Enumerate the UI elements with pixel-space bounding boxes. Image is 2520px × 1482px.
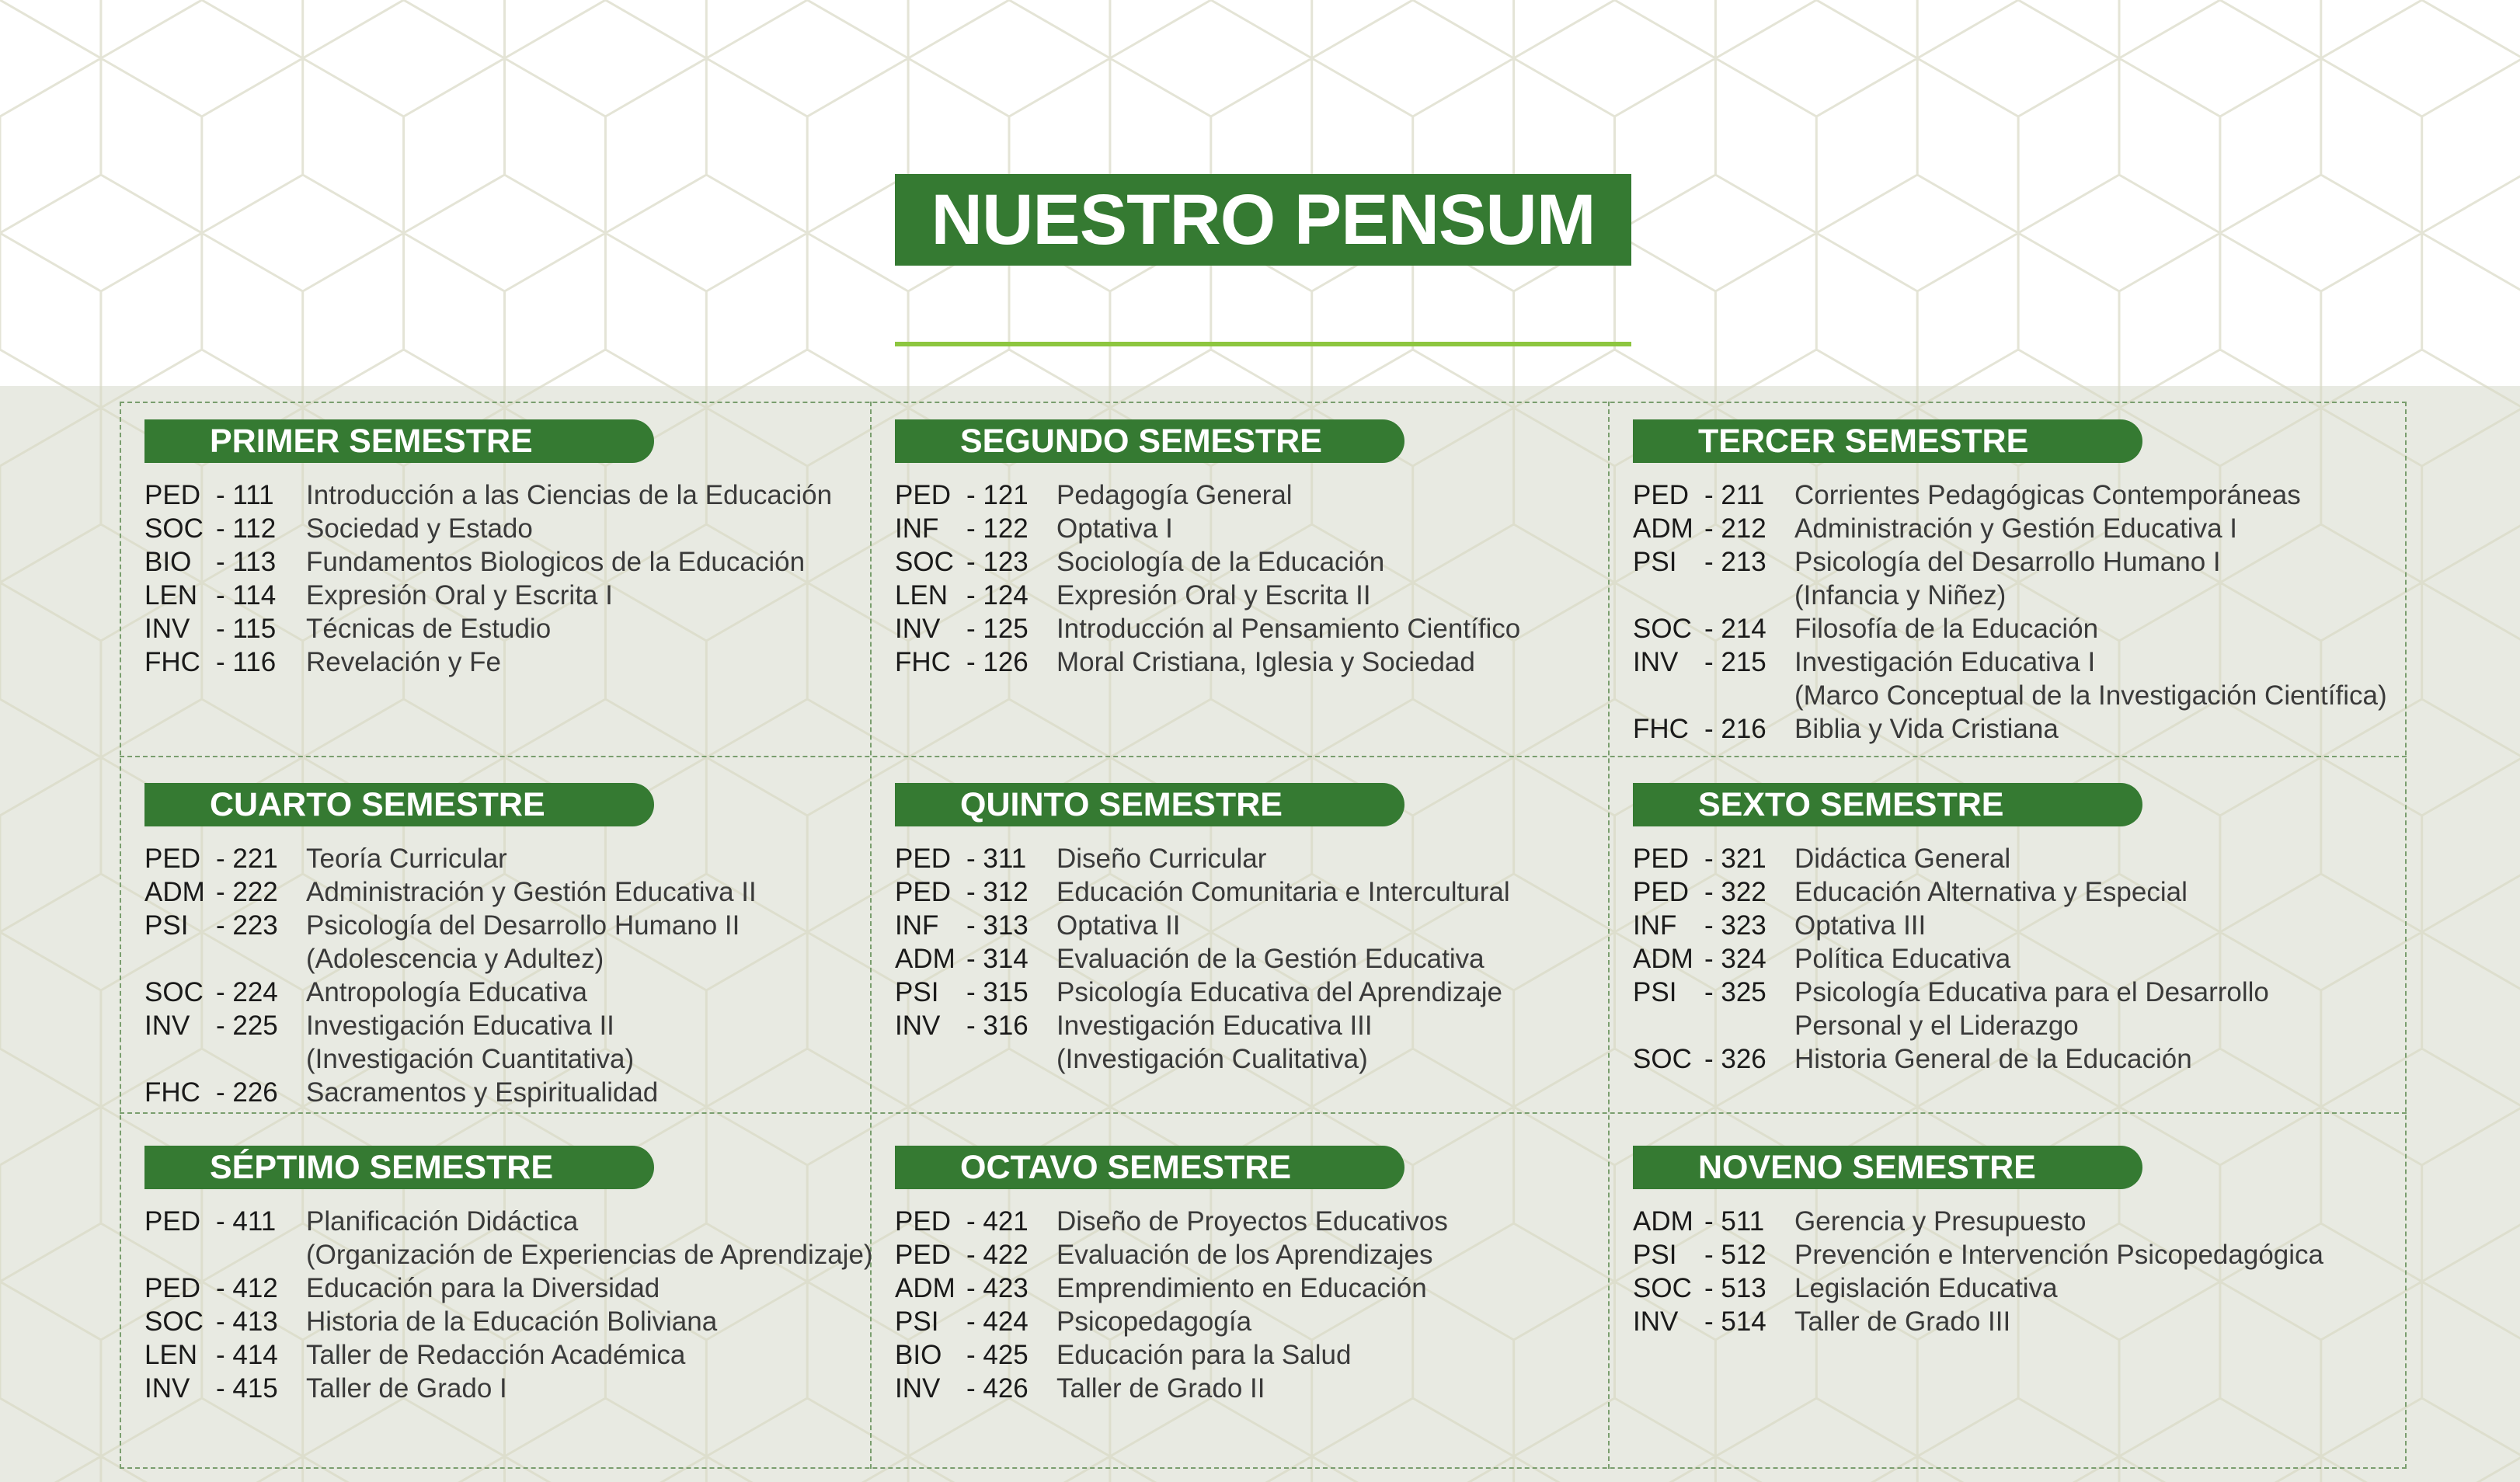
- course-name: Investigación Educativa III: [1056, 1011, 1373, 1041]
- course-row: [895, 1009, 1510, 1042]
- course-code: - 211: [1704, 480, 1765, 510]
- course-row: [1633, 478, 2387, 512]
- course-name-continuation: [895, 1042, 1510, 1076]
- course-department: ADM: [895, 944, 955, 974]
- course-row: [895, 512, 1520, 545]
- course-list: [895, 842, 1510, 1076]
- course-list: [895, 478, 1520, 679]
- course-department: LEN: [144, 580, 198, 611]
- course-row: [1633, 545, 2387, 579]
- course-name: Prevención e Intervención Psicopedagógica: [1794, 1240, 2323, 1270]
- course-name: Teoría Curricular: [306, 844, 507, 874]
- course-name: Educación para la Salud: [1056, 1340, 1352, 1370]
- course-code: - 114: [216, 580, 277, 611]
- course-name-continuation: [1633, 679, 2387, 712]
- course-code: - 415: [216, 1373, 278, 1404]
- course-department: SOC: [1633, 1044, 1692, 1074]
- course-code: - 513: [1704, 1273, 1766, 1303]
- semester-card: [1633, 783, 2269, 1076]
- course-code: - 222: [216, 877, 278, 907]
- course-name: Evaluación de los Aprendizajes: [1056, 1240, 1433, 1270]
- course-name: Diseño Curricular: [1056, 844, 1267, 874]
- course-department: ADM: [144, 877, 205, 907]
- course-name: Fundamentos Biologicos de la Educación: [306, 547, 806, 577]
- course-row: [895, 1305, 1448, 1338]
- course-code: - 213: [1704, 547, 1766, 577]
- course-row: [144, 1305, 873, 1338]
- course-row: [895, 478, 1520, 512]
- course-name: Administración y Gestión Educativa II: [306, 877, 757, 907]
- course-row: [895, 645, 1520, 679]
- course-department: INV: [144, 1011, 190, 1041]
- course-name: (Investigación Cuantitativa): [306, 1044, 635, 1074]
- course-row: [144, 645, 832, 679]
- semester-title: QUINTO SEMESTRE: [895, 783, 1404, 826]
- course-row: [895, 1205, 1448, 1238]
- course-department: PSI: [1633, 1240, 1677, 1270]
- course-code: - 123: [966, 547, 1029, 577]
- course-department: PSI: [895, 1306, 939, 1337]
- semester-card: [1633, 1146, 2323, 1338]
- course-row: [144, 512, 832, 545]
- course-row: [895, 1272, 1448, 1305]
- grid-divider-horizontal: [120, 756, 2407, 757]
- course-row: [1633, 842, 2269, 875]
- course-name: (Marco Conceptual de la Investigación Científica): [1794, 680, 2387, 711]
- course-name: (Investigación Cualitativa): [1056, 1044, 1368, 1074]
- course-name-continuation: [144, 1042, 757, 1076]
- course-department: BIO: [895, 1340, 942, 1370]
- course-row: [1633, 909, 2269, 942]
- course-department: FHC: [895, 647, 951, 677]
- course-department: INV: [144, 1373, 190, 1404]
- course-department: ADM: [1633, 513, 1693, 544]
- semester-card: [895, 783, 1510, 1076]
- course-code: - 224: [216, 977, 278, 1007]
- page-title: NUESTRO PENSUM: [895, 174, 1631, 266]
- semester-title: SÉPTIMO SEMESTRE: [144, 1146, 654, 1189]
- course-code: - 313: [966, 910, 1029, 941]
- course-department: INV: [895, 1373, 941, 1404]
- course-code: - 514: [1704, 1306, 1766, 1337]
- course-name: Administración y Gestión Educativa I: [1794, 513, 2237, 544]
- course-department: SOC: [144, 977, 204, 1007]
- course-list: [895, 1205, 1448, 1405]
- semester-title: PRIMER SEMESTRE: [144, 419, 654, 463]
- semester-card: [144, 783, 757, 1109]
- course-department: PSI: [895, 977, 939, 1007]
- course-code: - 413: [216, 1306, 278, 1337]
- semester-card: [144, 1146, 873, 1405]
- course-department: PED: [895, 1240, 951, 1270]
- course-name: Evaluación de la Gestión Educativa: [1056, 944, 1485, 974]
- course-department: SOC: [1633, 1273, 1692, 1303]
- course-name: Gerencia y Presupuesto: [1794, 1206, 2087, 1237]
- course-code: - 125: [966, 614, 1029, 644]
- course-code: - 424: [966, 1306, 1029, 1337]
- course-code: - 511: [1704, 1206, 1765, 1237]
- course-code: - 322: [1704, 877, 1766, 907]
- course-row: [144, 1372, 873, 1405]
- grid-divider-horizontal: [120, 1112, 2407, 1114]
- course-name: (Adolescencia y Adultez): [306, 944, 604, 974]
- course-department: PED: [144, 1206, 200, 1237]
- course-department: INV: [1633, 1306, 1679, 1337]
- semester-title: CUARTO SEMESTRE: [144, 783, 654, 826]
- course-name: Revelación y Fe: [306, 647, 501, 677]
- course-department: INV: [144, 614, 190, 644]
- course-department: BIO: [144, 547, 192, 577]
- course-row: [1633, 976, 2269, 1009]
- course-department: ADM: [895, 1273, 955, 1303]
- course-name: Educación Comunitaria e Intercultural: [1056, 877, 1510, 907]
- course-row: [895, 1338, 1448, 1372]
- course-row: [1633, 1238, 2323, 1272]
- course-row: [1633, 612, 2387, 645]
- course-row: [895, 842, 1510, 875]
- course-name: Moral Cristiana, Iglesia y Sociedad: [1056, 647, 1475, 677]
- course-row: [144, 976, 757, 1009]
- course-code: - 423: [966, 1273, 1029, 1303]
- course-row: [1633, 875, 2269, 909]
- course-name: Emprendimiento en Educación: [1056, 1273, 1427, 1303]
- course-department: ADM: [1633, 1206, 1693, 1237]
- course-department: INV: [1633, 647, 1679, 677]
- course-department: SOC: [144, 513, 204, 544]
- semester-title: TERCER SEMESTRE: [1633, 419, 2142, 463]
- course-code: - 225: [216, 1011, 278, 1041]
- title-underline: [895, 342, 1631, 346]
- course-code: - 315: [966, 977, 1029, 1007]
- course-row: [144, 579, 832, 612]
- course-name: Psicología del Desarrollo Humano II: [306, 910, 740, 941]
- course-name: Taller de Grado I: [306, 1373, 507, 1404]
- course-name: Taller de Redacción Académica: [306, 1340, 686, 1370]
- course-name: Psicología Educativa para el Desarrollo: [1794, 977, 2269, 1007]
- grid-divider-vertical: [1608, 402, 1610, 1469]
- semester-title: SEXTO SEMESTRE: [1633, 783, 2142, 826]
- course-department: INF: [895, 910, 939, 941]
- semester-title: OCTAVO SEMESTRE: [895, 1146, 1404, 1189]
- course-department: INF: [1633, 910, 1677, 941]
- course-name: Corrientes Pedagógicas Contemporáneas: [1794, 480, 2301, 510]
- course-code: - 111: [216, 480, 274, 510]
- course-department: LEN: [895, 580, 948, 611]
- course-code: - 421: [966, 1206, 1029, 1237]
- semester-card: [1633, 419, 2387, 746]
- course-department: FHC: [144, 647, 200, 677]
- course-code: - 116: [216, 647, 277, 677]
- course-row: [1633, 712, 2387, 746]
- course-name: Política Educativa: [1794, 944, 2011, 974]
- course-department: PED: [144, 1273, 200, 1303]
- course-code: - 113: [216, 547, 277, 577]
- course-list: [1633, 478, 2387, 746]
- course-department: PSI: [1633, 547, 1677, 577]
- course-department: INF: [895, 513, 939, 544]
- course-code: - 112: [216, 513, 277, 544]
- course-row: [144, 1338, 873, 1372]
- course-department: INV: [895, 1011, 941, 1041]
- course-row: [895, 976, 1510, 1009]
- course-name: Optativa I: [1056, 513, 1173, 544]
- course-list: [144, 842, 757, 1109]
- course-name: Taller de Grado II: [1056, 1373, 1265, 1404]
- course-department: FHC: [1633, 714, 1689, 744]
- course-department: PED: [1633, 844, 1689, 874]
- course-row: [144, 1205, 873, 1238]
- course-name: Expresión Oral y Escrita I: [306, 580, 613, 611]
- course-row: [1633, 1272, 2323, 1305]
- course-row: [1633, 1205, 2323, 1238]
- course-name: Sacramentos y Espiritualidad: [306, 1077, 659, 1108]
- course-department: INV: [895, 614, 941, 644]
- course-code: - 124: [966, 580, 1029, 611]
- course-row: [895, 1238, 1448, 1272]
- course-row: [895, 579, 1520, 612]
- course-row: [144, 1272, 873, 1305]
- semester-card: [144, 419, 832, 679]
- course-code: - 326: [1704, 1044, 1766, 1074]
- semester-card: [895, 419, 1520, 679]
- course-code: - 226: [216, 1077, 278, 1108]
- course-name: Legislación Educativa: [1794, 1273, 2058, 1303]
- course-code: - 214: [1704, 614, 1766, 644]
- course-department: PSI: [1633, 977, 1677, 1007]
- course-name-continuation: [144, 942, 757, 976]
- course-code: - 323: [1704, 910, 1766, 941]
- course-name: (Infancia y Niñez): [1794, 580, 2007, 611]
- course-department: PED: [895, 844, 951, 874]
- course-name: Educación Alternativa y Especial: [1794, 877, 2188, 907]
- course-code: - 512: [1704, 1240, 1766, 1270]
- course-code: - 422: [966, 1240, 1029, 1270]
- course-code: - 216: [1704, 714, 1766, 744]
- course-row: [895, 942, 1510, 976]
- semester-title: SEGUNDO SEMESTRE: [895, 419, 1404, 463]
- course-department: SOC: [144, 1306, 204, 1337]
- course-name: Filosofía de la Educación: [1794, 614, 2099, 644]
- course-row: [1633, 1042, 2269, 1076]
- course-department: FHC: [144, 1077, 200, 1108]
- course-name-continuation: [1633, 1009, 2269, 1042]
- course-row: [144, 612, 832, 645]
- course-row: [144, 478, 832, 512]
- course-name: Historia de la Educación Boliviana: [306, 1306, 718, 1337]
- course-row: [144, 842, 757, 875]
- course-department: PED: [895, 1206, 951, 1237]
- course-name: Investigación Educativa II: [306, 1011, 614, 1041]
- course-name: Personal y el Liderazgo: [1794, 1011, 2079, 1041]
- course-row: [144, 1076, 757, 1109]
- course-name: Psicología del Desarrollo Humano I: [1794, 547, 2221, 577]
- course-row: [1633, 942, 2269, 976]
- course-name: Pedagogía General: [1056, 480, 1293, 510]
- course-department: SOC: [1633, 614, 1692, 644]
- course-name: Historia General de la Educación: [1794, 1044, 2192, 1074]
- course-department: PED: [1633, 877, 1689, 907]
- course-row: [144, 875, 757, 909]
- course-name: Didáctica General: [1794, 844, 2011, 874]
- course-code: - 324: [1704, 944, 1766, 974]
- course-name: Antropología Educativa: [306, 977, 587, 1007]
- course-code: - 223: [216, 910, 278, 941]
- course-code: - 215: [1704, 647, 1766, 677]
- course-row: [144, 1009, 757, 1042]
- course-department: PSI: [144, 910, 189, 941]
- course-name: Introducción a las Ciencias de la Educación: [306, 480, 833, 510]
- course-code: - 321: [1704, 844, 1766, 874]
- course-department: SOC: [895, 547, 954, 577]
- course-row: [1633, 1305, 2323, 1338]
- course-code: - 311: [966, 844, 1027, 874]
- course-department: PED: [895, 480, 951, 510]
- course-code: - 122: [966, 513, 1029, 544]
- course-department: LEN: [144, 1340, 198, 1370]
- course-name-continuation: [144, 1238, 873, 1272]
- course-row: [144, 909, 757, 942]
- course-name: (Organización de Experiencias de Aprendizaje): [306, 1240, 873, 1270]
- semester-card: [895, 1146, 1448, 1405]
- course-row: [895, 875, 1510, 909]
- course-code: - 126: [966, 647, 1029, 677]
- course-code: - 414: [216, 1340, 278, 1370]
- course-department: PED: [895, 877, 951, 907]
- course-name: Educación para la Diversidad: [306, 1273, 660, 1303]
- course-row: [895, 545, 1520, 579]
- course-name: Investigación Educativa I: [1794, 647, 2096, 677]
- course-name: Optativa II: [1056, 910, 1181, 941]
- course-department: ADM: [1633, 944, 1693, 974]
- course-name: Expresión Oral y Escrita II: [1056, 580, 1371, 611]
- course-row: [1633, 645, 2387, 679]
- course-code: - 115: [216, 614, 277, 644]
- course-name: Sociología de la Educación: [1056, 547, 1385, 577]
- course-code: - 316: [966, 1011, 1029, 1041]
- course-name: Biblia y Vida Cristiana: [1794, 714, 2059, 744]
- course-list: [144, 478, 832, 679]
- course-code: - 425: [966, 1340, 1029, 1370]
- course-code: - 411: [216, 1206, 277, 1237]
- course-code: - 314: [966, 944, 1029, 974]
- course-code: - 312: [966, 877, 1029, 907]
- course-code: - 325: [1704, 977, 1766, 1007]
- course-list: [1633, 842, 2269, 1076]
- course-row: [895, 612, 1520, 645]
- course-name: Psicopedagogía: [1056, 1306, 1252, 1337]
- course-row: [1633, 512, 2387, 545]
- course-code: - 121: [966, 480, 1029, 510]
- course-row: [895, 1372, 1448, 1405]
- course-department: PED: [144, 844, 200, 874]
- course-department: PED: [144, 480, 200, 510]
- course-code: - 426: [966, 1373, 1029, 1404]
- course-name: Diseño de Proyectos Educativos: [1056, 1206, 1448, 1237]
- course-name: Técnicas de Estudio: [306, 614, 552, 644]
- course-code: - 212: [1704, 513, 1766, 544]
- course-row: [144, 545, 832, 579]
- course-department: PED: [1633, 480, 1689, 510]
- course-name: Introducción al Pensamiento Científico: [1056, 614, 1521, 644]
- course-name: Sociedad y Estado: [306, 513, 533, 544]
- course-name: Planificación Didáctica: [306, 1206, 579, 1237]
- course-list: [144, 1205, 873, 1405]
- course-code: - 221: [216, 844, 278, 874]
- course-name: Taller de Grado III: [1794, 1306, 2011, 1337]
- course-name: Optativa III: [1794, 910, 1927, 941]
- course-name-continuation: [1633, 579, 2387, 612]
- semester-title: NOVENO SEMESTRE: [1633, 1146, 2142, 1189]
- course-name: Psicología Educativa del Aprendizaje: [1056, 977, 1502, 1007]
- course-list: [1633, 1205, 2323, 1338]
- course-code: - 412: [216, 1273, 278, 1303]
- course-row: [895, 909, 1510, 942]
